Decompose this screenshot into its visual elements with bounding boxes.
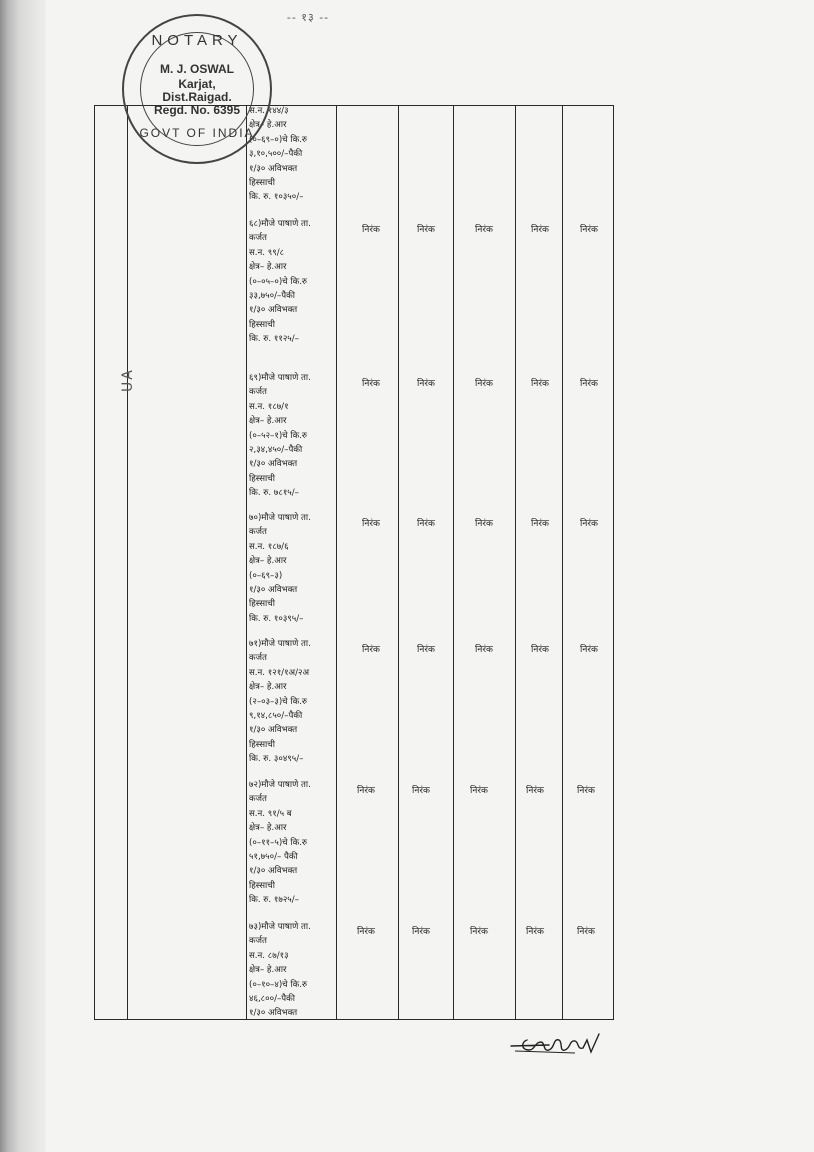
nil-cell: निरंक: [470, 786, 488, 796]
property-entry: ७३)मौजे पाषाणे ता. कर्जत स.न. ८७/१३ क्षेत्र– हे.आर (०–१०–४)चे कि.रु ४६,८००/–पैकी १/३० अविभक्त: [249, 922, 311, 1019]
table-column-divider: [515, 105, 516, 1020]
property-entry: ७१)मौजे पाषाणे ता. कर्जत स.न. १२१/१अ/२अ क्षेत्र– हे.आर (२–०३–३)चे कि.रु ९,१४,८५०/–पैकी १/३० अविभक्त हिस्साची कि. रु. ३०४९५/–: [249, 639, 311, 765]
page-number: -- १३ --: [286, 11, 330, 24]
nil-cell: निरंक: [357, 786, 375, 796]
stamp-title: NOTARY: [151, 32, 243, 49]
table-column-divider: [453, 105, 454, 1020]
property-entry: स.न. १४४/३ क्षेत्र– हे.आर (०–६९–०)चे कि.रु ३,१०,५००/–पैकी १/३० अविभक्त हिस्साची कि. रु. १०३५०/–: [249, 106, 308, 203]
property-entry: ७२)मौजे पाषाणे ता. कर्जत स.न. ९१/५ ब क्षेत्र– हे.आर (०–११–५)चे कि.रु ५१,७५०/– पैकी १/३० अविभक्त हिस्साची कि. रु. १७२५/–: [249, 780, 311, 906]
nil-cell: निरंक: [362, 645, 380, 655]
nil-cell: निरंक: [362, 225, 380, 235]
table-bottom-border: [94, 1019, 613, 1020]
nil-cell: निरंक: [580, 379, 598, 389]
page-edge-shadow: [0, 0, 46, 1152]
table-column-divider: [398, 105, 399, 1020]
stamp-name: M. J. OSWAL: [159, 62, 234, 76]
nil-cell: निरंक: [417, 519, 435, 529]
table-column-divider: [94, 105, 95, 1020]
nil-cell: निरंक: [526, 786, 544, 796]
notary-stamp: [122, 14, 272, 164]
nil-cell: निरंक: [577, 786, 595, 796]
table-column-divider: [246, 105, 247, 1020]
nil-cell: निरंक: [362, 379, 380, 389]
nil-cell: निरंक: [580, 225, 598, 235]
nil-cell: निरंक: [531, 519, 549, 529]
nil-cell: निरंक: [417, 225, 435, 235]
nil-cell: निरंक: [417, 645, 435, 655]
nil-cell: निरंक: [470, 927, 488, 937]
stamp-registration: Regd. No. 6395: [153, 103, 241, 117]
property-entry: ७०)मौजे पाषाणे ता. कर्जत स.न. १८७/६ क्षेत्र– हे.आर (०–६९–३) १/३० अविभक्त हिस्साची कि. रु. १०३९५/–: [249, 513, 311, 624]
margin-mark: UA: [120, 368, 136, 392]
table-column-divider: [562, 105, 563, 1020]
nil-cell: निरंक: [475, 645, 493, 655]
nil-cell: निरंक: [475, 519, 493, 529]
signature: [505, 1030, 625, 1060]
stamp-district: Dist.Raigad.: [162, 90, 232, 104]
nil-cell: निरंक: [531, 379, 549, 389]
nil-cell: निरंक: [531, 225, 549, 235]
property-entry: ६९)मौजे पाषाणे ता. कर्जत स.न. १८७/१ क्षेत्र– हे.आर (०–५२–१)चे कि.रु २,३४,४५०/–पैकी १/३० अविभक्त हिस्साची कि. रु. ७८१५/–: [249, 373, 311, 499]
nil-cell: निरंक: [475, 225, 493, 235]
nil-cell: निरंक: [357, 927, 375, 937]
table-column-divider: [127, 105, 128, 1020]
nil-cell: निरंक: [580, 645, 598, 655]
nil-cell: निरंक: [417, 379, 435, 389]
table-column-divider: [613, 105, 614, 1020]
nil-cell: निरंक: [362, 519, 380, 529]
nil-cell: निरंक: [531, 645, 549, 655]
nil-cell: निरंक: [577, 927, 595, 937]
property-entry: ६८)मौजे पाषाणे ता. कर्जत स.न. ९९/८ क्षेत्र– हे.आर (०–०५–०)चे कि.रु ३३,७५०/–पैकी १/३० अविभक्त हिस्साची कि. रु. ११२५/–: [249, 219, 311, 345]
stamp-footer: GOVT OF INDIA: [139, 126, 255, 140]
nil-cell: निरंक: [580, 519, 598, 529]
nil-cell: निरंक: [475, 379, 493, 389]
nil-cell: निरंक: [412, 786, 430, 796]
nil-cell: निरंक: [412, 927, 430, 937]
nil-cell: निरंक: [526, 927, 544, 937]
stamp-place: Karjat,: [178, 77, 216, 91]
